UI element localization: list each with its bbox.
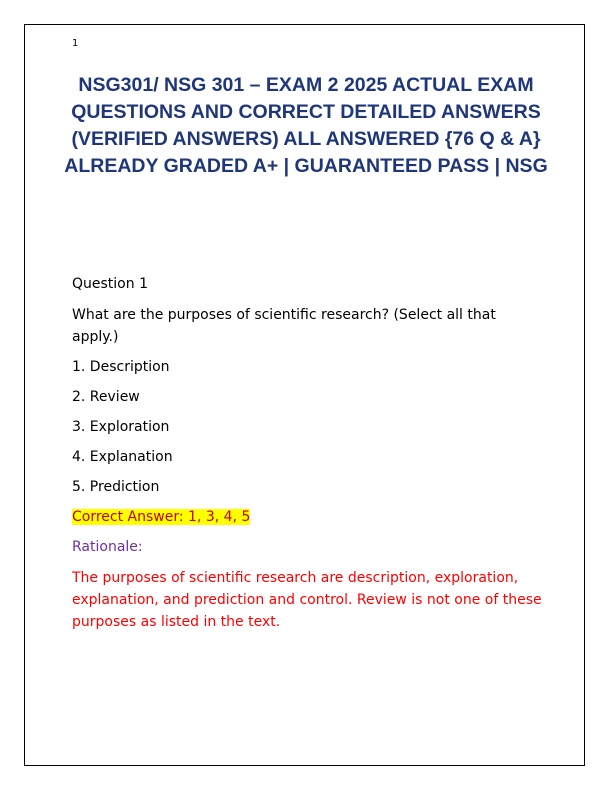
question-block — [72, 274, 542, 642]
question-heading: Question 1 — [72, 276, 148, 292]
option-item: 2. Review — [72, 389, 140, 405]
correct-answer-line — [72, 507, 542, 528]
question-text: What are the purposes of scientific research? (Select all that apply.) — [72, 307, 496, 345]
correct-answer: Correct Answer: 1, 3, 4, 5 — [72, 509, 251, 525]
rationale-text: The purposes of scientific research are description, exploration, explanation, and prediction and control. Review is not one of these purposes as listed in the text. — [72, 570, 542, 630]
document-title: NSG301/ NSG 301 – EXAM 2 2025 ACTUAL EXAM QUESTIONS AND CORRECT DETAILED ANSWERS (VERIFIED ANSWERS) ALL ANSWERED {76 Q & A} ALREADY GRADED A+ | GUARANTEED PASS | NSG — [64, 74, 548, 177]
option-item: 1. Description — [72, 359, 170, 375]
option-item: 3. Exploration — [72, 419, 170, 435]
option-item: 5. Prediction — [72, 479, 160, 495]
option-item: 4. Explanation — [72, 449, 173, 465]
rationale-label: Rationale: — [72, 539, 143, 555]
page-number: 1 — [72, 38, 79, 49]
